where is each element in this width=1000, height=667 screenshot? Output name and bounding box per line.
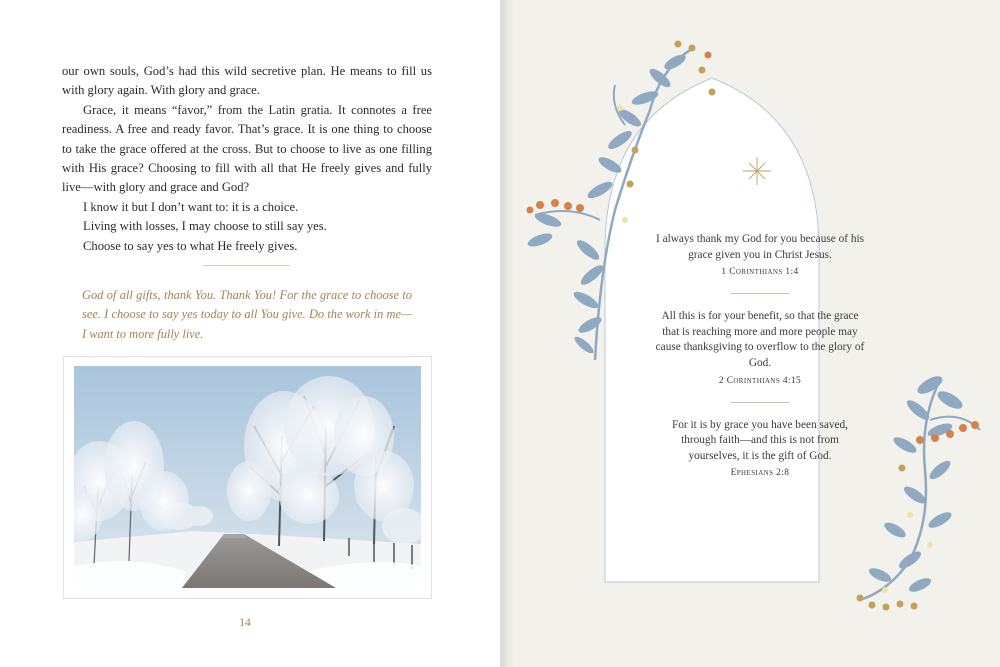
floral-vine-decoration — [860, 373, 980, 600]
verse-text: For it is by grace you have been saved, through faith—and this is not from yourselves, it is the gift of God. — [672, 418, 848, 462]
verse-divider — [731, 402, 789, 403]
paragraph: Living with losses, I may choose to still say yes. — [83, 219, 327, 234]
paragraph: Choose to say yes to what He freely gives. — [83, 238, 298, 253]
paragraph: our own souls, God’s had this wild secretive plan. He means to fill us with glory again. With glory and grace. — [62, 64, 432, 98]
verse-reference: Ephesians 2:8 — [730, 468, 790, 479]
verse-list — [655, 232, 865, 480]
page-number: 14 — [239, 617, 251, 629]
body-text — [62, 62, 432, 256]
photo-frame — [63, 356, 432, 599]
verse-text: I always thank my God for you because of his grace given you in Christ Jesus. — [656, 233, 864, 261]
prayer-text: God of all gifts, thank You. Thank You! For the grace to choose to see. I choose to say yes today to all You give. Do the work in me—I want to more fully live. — [82, 288, 412, 341]
verse-text: All this is for your benefit, so that the grace that is reaching more and more people may cause thanksgiving to overflow to the glory of God. — [655, 310, 865, 369]
paragraph: Grace, it means “favor,” from the Latin gratia. It connotes a free readiness. A free and ready favor. That’s grace. It is one thing to choose to take the grace offered at the cross. But to choose to live as one filling with His grace? Choosing to fill with all that He freely gives and fully live—with glory and grace and God? — [62, 102, 432, 195]
snowy-road-photo — [74, 366, 421, 588]
paragraph: I know it but I don’t want to: it is a choice. — [83, 199, 299, 214]
verse-divider — [731, 293, 789, 294]
snowy-road-photo-image — [74, 366, 421, 588]
verse-reference: 1 Corinthians 1:4 — [721, 267, 799, 278]
verse-reference: 2 Corinthians 4:15 — [718, 375, 802, 386]
section-divider — [203, 265, 290, 266]
